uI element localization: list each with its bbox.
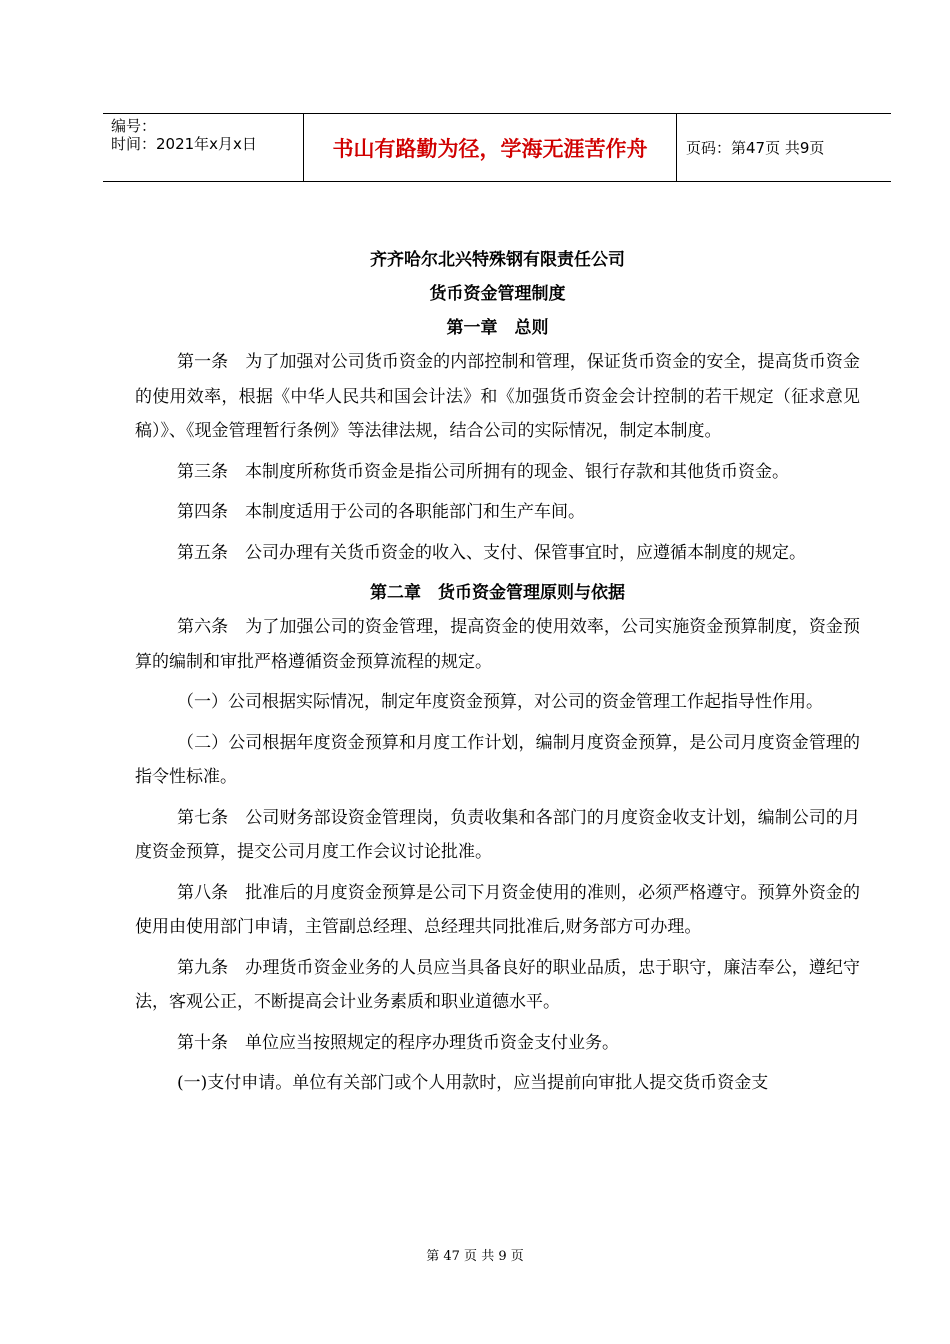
chapter-heading: 第二章 货币资金管理原则与依据 xyxy=(370,583,625,603)
header-motto: 书山有路勤为径，学海无涯苦作舟 xyxy=(304,114,677,181)
paragraph: 第七条 公司财务部设资金管理岗，负责收集和各部门的月度资金收支计划，编制公司的月度资金预算，提交公司月度工作会议讨论批准。 xyxy=(135,807,860,862)
paragraph: 第三条 本制度所称货币资金是指公司所拥有的现金、银行存款和其他货币资金。 xyxy=(177,461,789,482)
paragraph: (一)支付申请。单位有关部门或个人用款时，应当提前向审批人提交货币资金支 xyxy=(177,1073,769,1093)
paragraph: 第五条 公司办理有关货币资金的收入、支付、保管事宜时，应遵循本制度的规定。 xyxy=(177,542,806,563)
document-body xyxy=(135,243,860,1107)
number-label: 编号： xyxy=(111,117,157,135)
paragraph: 第九条 办理货币资金业务的人员应当具备良好的职业品质，忠于职守，廉洁奉公，遵纪守法，客观公正，不断提高会计业务素质和职业道德水平。 xyxy=(135,957,860,1012)
header-meta xyxy=(103,114,304,181)
paragraph: （一）公司根据实际情况，制定年度资金预算，对公司的资金管理工作起指导性作用。 xyxy=(177,692,823,712)
page-footer: 第 47 页 共 9 页 xyxy=(426,1249,524,1264)
paragraph: 第一条 为了加强对公司货币资金的内部控制和管理，保证货币资金的安全，提高货币资金的使用效率，根据《中华人民共和国会计法》和《加强货币资金会计控制的若干规定（征求意见稿）》、《现金管理暂行条例》等法律法规，结合公司的实际情况，制定本制度。 xyxy=(135,352,860,441)
paragraph: 第八条 批准后的月度资金预算是公司下月资金使用的准则，必须严格遵守。预算外资金的使用由使用部门申请，主管副总经理、总经理共同批准后,财务部方可办理。 xyxy=(135,882,860,937)
paragraph: （二）公司根据年度资金预算和月度工作计划，编制月度资金预算，是公司月度资金管理的指令性标准。 xyxy=(135,732,860,787)
document-header xyxy=(103,113,891,182)
paragraph: 第四条 本制度适用于公司的各职能部门和生产车间。 xyxy=(177,502,585,522)
time-label: 时间：2021年x月x日 xyxy=(111,135,257,153)
paragraph: 第十条 单位应当按照规定的程序办理货币资金支付业务。 xyxy=(177,1032,619,1053)
paragraph: 第六条 为了加强公司的资金管理，提高资金的使用效率，公司实施资金预算制度，资金预算的编制和审批严格遵循资金预算流程的规定。 xyxy=(135,617,860,672)
header-page-info: 页码：第47页 共9页 xyxy=(686,139,825,157)
chapter-heading: 第一章 总则 xyxy=(446,318,549,338)
company-name: 齐齐哈尔北兴特殊钢有限责任公司 xyxy=(370,250,625,270)
document-title: 货币资金管理制度 xyxy=(429,284,566,304)
